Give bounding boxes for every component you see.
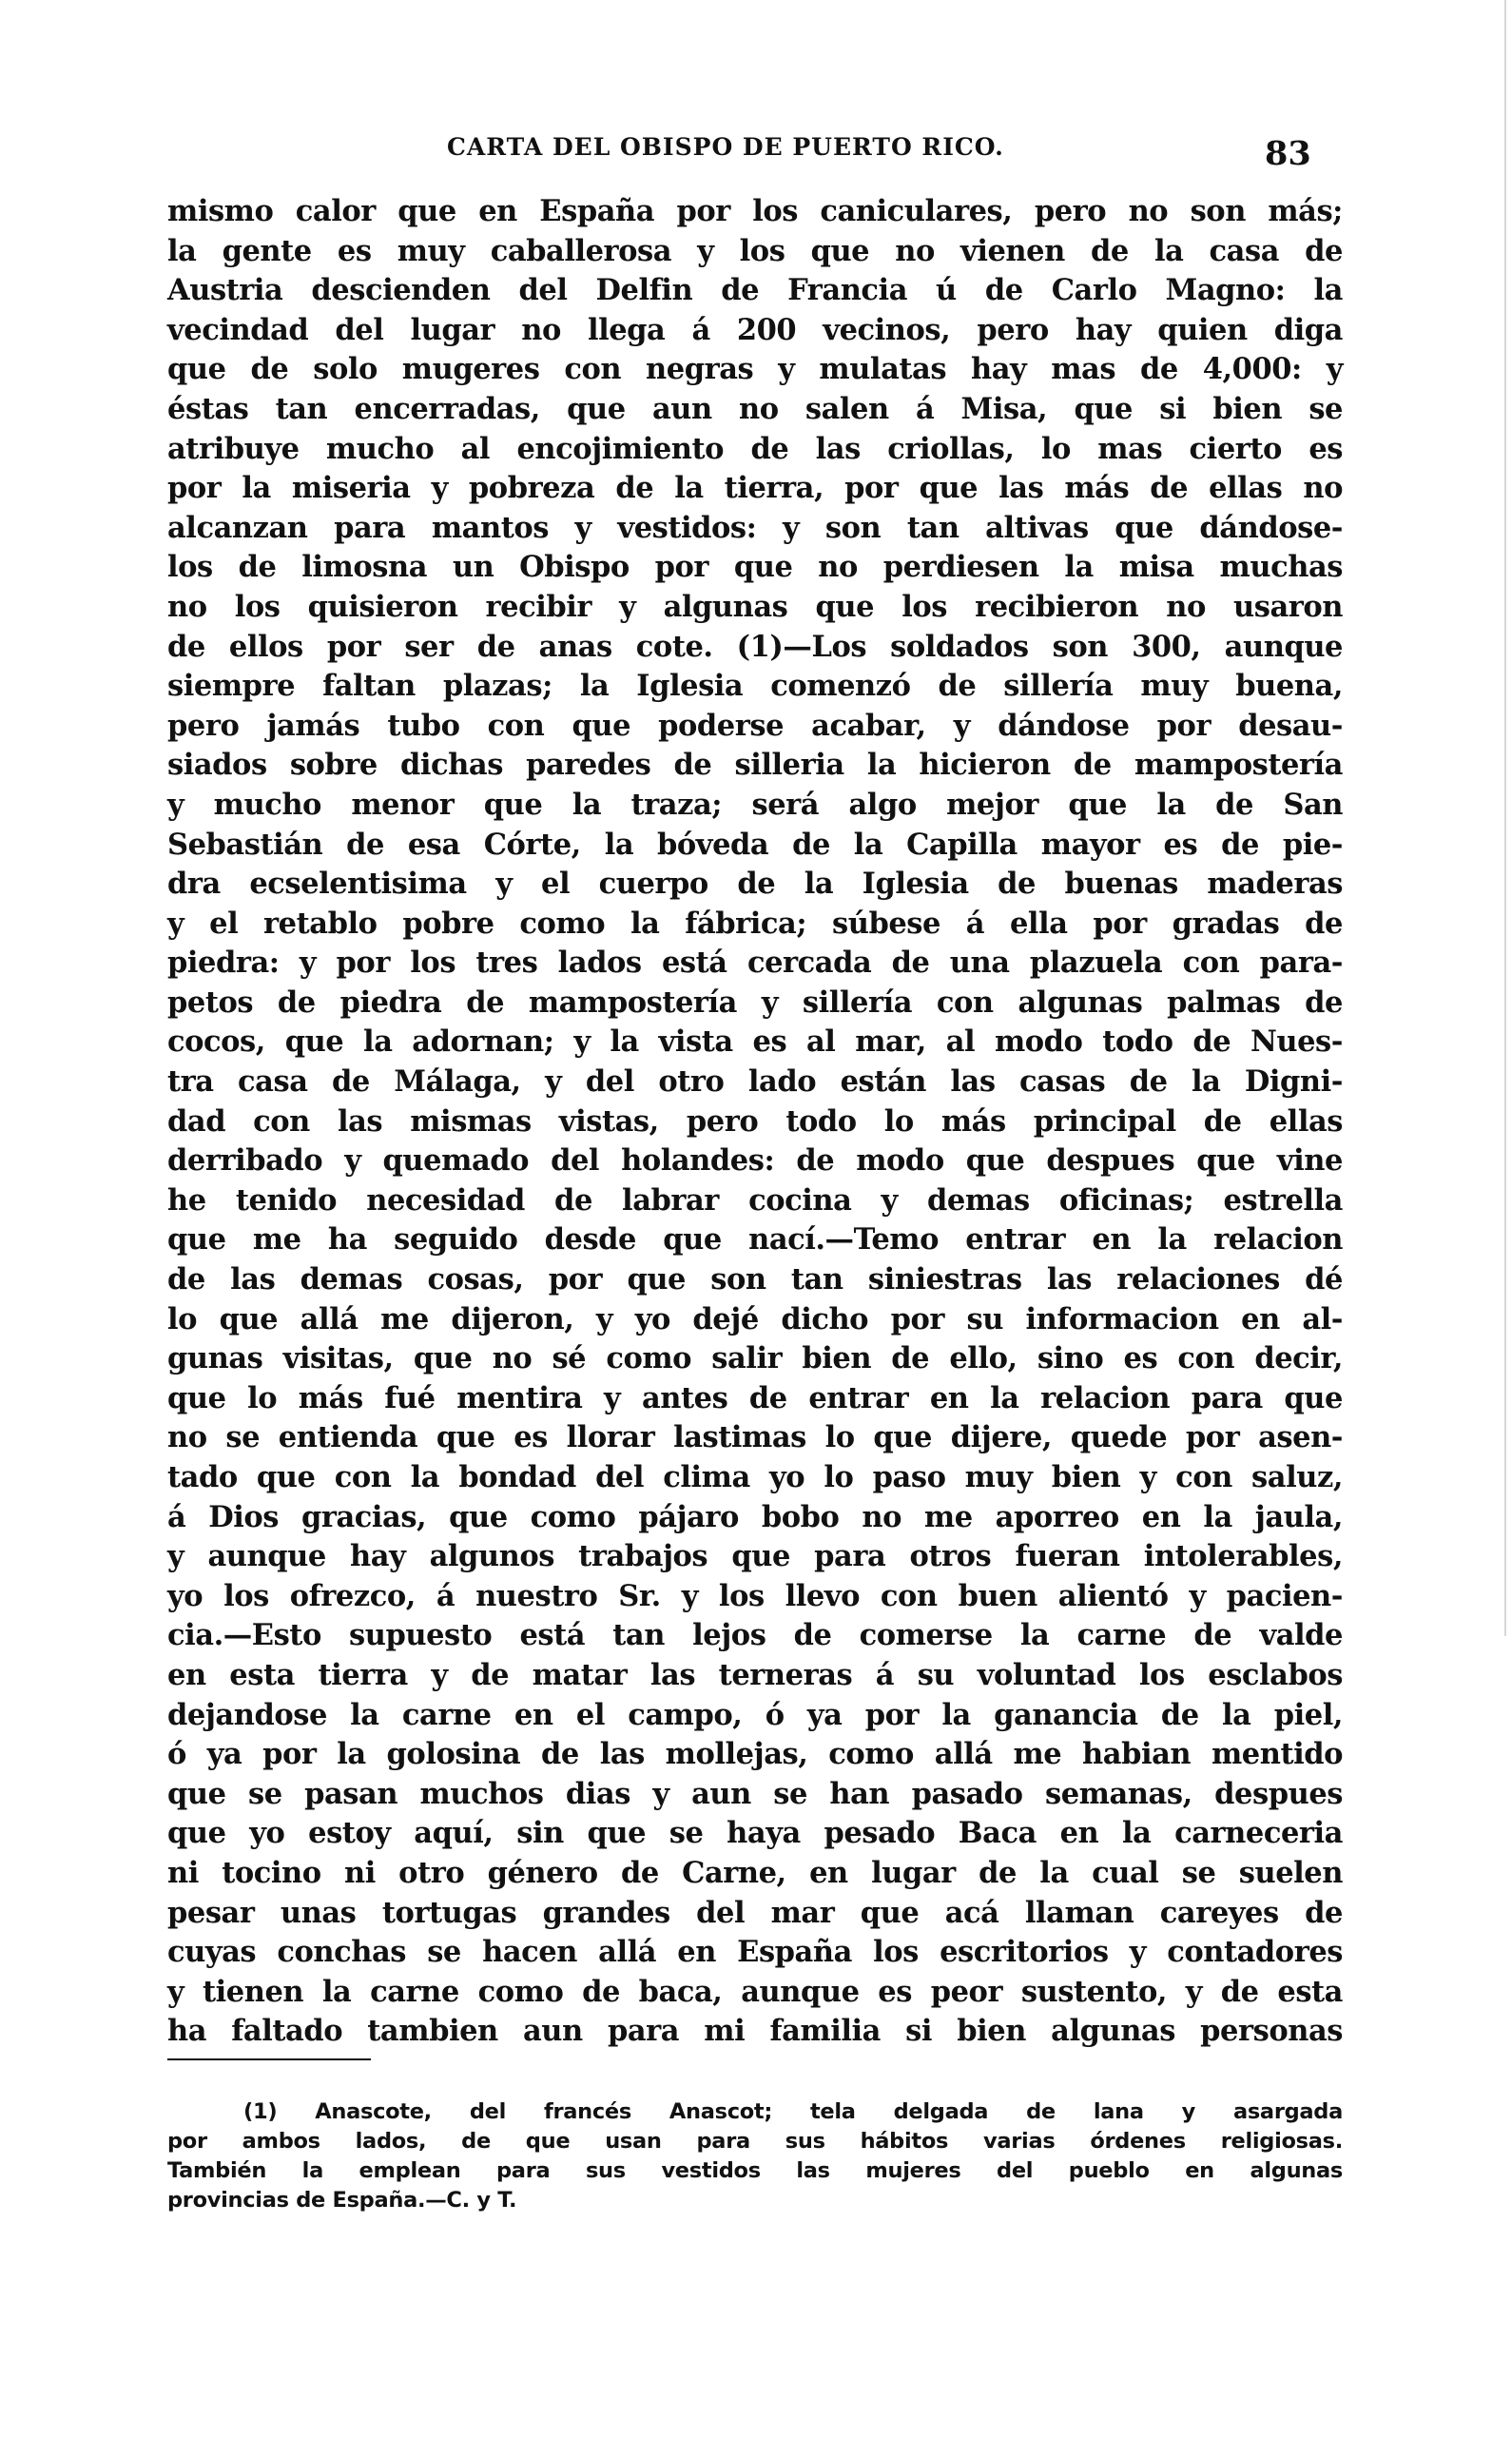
text-line: pesar unas tortugas grandes del mar que acá llaman careyes de bbox=[167, 1895, 1343, 1930]
text-line: cuyas conchas se hacen allá en España los escritorios y contadores bbox=[167, 1935, 1343, 1970]
body-text bbox=[167, 192, 1343, 2052]
text-line: que yo estoy aquí, sin que se haya pesado Baca en la carneceria bbox=[167, 1816, 1343, 1851]
text-line: y mucho menor que la traza; será algo mejor que la de San bbox=[167, 787, 1343, 822]
text-line: piedra: y por los tres lados está cercada de una plazuela con para- bbox=[167, 946, 1343, 981]
text-line: la gente es muy caballerosa y los que no vienen de la casa de bbox=[167, 233, 1343, 268]
text-line: que de solo mugeres con negras y mulatas hay mas de 4,000: y bbox=[167, 352, 1343, 387]
text-line: y el retablo pobre como la fábrica; súbese á ella por gradas de bbox=[167, 906, 1343, 941]
text-line: dejandose la carne en el campo, ó ya por la ganancia de la piel, bbox=[167, 1697, 1343, 1732]
text-line: ó ya por la golosina de las mollejas, como allá me habian mentido bbox=[167, 1737, 1343, 1772]
text-line: por la miseria y pobreza de la tierra, por que las más de ellas no bbox=[167, 471, 1343, 506]
text-line: Sebastián de esa Córte, la bóveda de la Capilla mayor es de pie- bbox=[167, 827, 1343, 862]
text-line: he tenido necesidad de labrar cocina y demas oficinas; estrella bbox=[167, 1182, 1343, 1218]
footnote-separator bbox=[167, 2058, 371, 2060]
page-edge-shadow bbox=[1504, 0, 1506, 1636]
text-line: dad con las mismas vistas, pero todo lo más principal de ellas bbox=[167, 1103, 1343, 1139]
text-line: en esta tierra y de matar las terneras á su voluntad los esclabos bbox=[167, 1657, 1343, 1692]
footnote-line: (1) Anascote, del francés Anascot; tela delgada de lana y asargada bbox=[243, 2099, 1343, 2124]
text-line: á Dios gracias, que como pájaro bobo no me aporreo en la jaula, bbox=[167, 1499, 1343, 1534]
running-head: CARTA DEL OBISPO DE PUERTO RICO. bbox=[447, 133, 1004, 161]
text-line: cocos, que la adornan; y la vista es al mar, al modo todo de Nues- bbox=[167, 1024, 1343, 1060]
text-line: dra ecselentisima y el cuerpo de la Iglesia de buenas maderas bbox=[167, 867, 1343, 902]
text-line: cia.—Esto supuesto está tan lejos de comerse la carne de valde bbox=[167, 1618, 1343, 1653]
text-line: lo que allá me dijeron, y yo dejé dicho por su informacion en al- bbox=[167, 1301, 1343, 1336]
text-line: que lo más fué mentira y antes de entrar en la relacion para que bbox=[167, 1380, 1343, 1415]
text-line: y tienen la carne como de baca, aunque es peor sustento, y de esta bbox=[167, 1974, 1343, 2009]
footnote bbox=[167, 2097, 1343, 2215]
text-line: éstas tan encerradas, que aun no salen á Misa, que si bien se bbox=[167, 391, 1343, 426]
text-line: no los quisieron recibir y algunas que los recibieron no usaron bbox=[167, 589, 1343, 624]
text-line: tra casa de Málaga, y del otro lado están las casas de la Digni- bbox=[167, 1064, 1343, 1100]
text-line: de las demas cosas, por que son tan siniestras las relaciones dé bbox=[167, 1262, 1343, 1297]
text-line: siempre faltan plazas; la Iglesia comenzó de sillería muy buena, bbox=[167, 669, 1343, 704]
footnote-line: También la emplean para sus vestidos las mujeres del pueblo en algunas bbox=[167, 2158, 1343, 2183]
text-line: Austria descienden del Delfin de Francia ú de Carlo Magno: la bbox=[167, 273, 1343, 308]
text-line: vecindad del lugar no llega á 200 vecinos, pero hay quien diga bbox=[167, 312, 1343, 347]
text-line: atribuye mucho al encojimiento de las criollas, lo mas cierto es bbox=[167, 431, 1343, 466]
text-line: tado que con la bondad del clima yo lo paso muy bien y con saluz, bbox=[167, 1460, 1343, 1494]
text-line: ni tocino ni otro género de Carne, en lugar de la cual se suelen bbox=[167, 1855, 1343, 1890]
text-line: que se pasan muchos dias y aun se han pasado semanas, despues bbox=[167, 1776, 1343, 1811]
text-line: ha faltado tambien aun para mi familia si bien algunas personas bbox=[167, 2014, 1343, 2049]
footnote-line: provincias de España.—C. y T. bbox=[167, 2188, 517, 2213]
text-line: no se entienda que es llorar lastimas lo que dijere, quede por asen- bbox=[167, 1420, 1343, 1455]
text-line: alcanzan para mantos y vestidos: y son tan altivas que dándose- bbox=[167, 510, 1343, 545]
page-number: 83 bbox=[1265, 134, 1311, 173]
text-line: los de limosna un Obispo por que no perdiesen la misa muchas bbox=[167, 550, 1343, 585]
footnote-line: por ambos lados, de que usan para sus hábitos varias órdenes religiosas. bbox=[167, 2129, 1343, 2154]
text-line: gunas visitas, que no sé como salir bien de ello, sino es con decir, bbox=[167, 1341, 1343, 1376]
text-line: pero jamás tubo con que poderse acabar, y dándose por desau- bbox=[167, 708, 1343, 743]
text-line: derribado y quemado del holandes: de modo que despues que vine bbox=[167, 1143, 1343, 1179]
text-line: petos de piedra de mampostería y sillería con algunas palmas de bbox=[167, 985, 1343, 1020]
text-line: y aunque hay algunos trabajos que para otros fueran intolerables, bbox=[167, 1539, 1343, 1574]
text-line: yo los ofrezco, á nuestro Sr. y los llevo con buen alientó y pacien- bbox=[167, 1578, 1343, 1613]
text-line: mismo calor que en España por los caniculares, pero no son más; bbox=[167, 194, 1343, 228]
text-line: que me ha seguido desde que nací.—Temo entrar en la relacion bbox=[167, 1222, 1343, 1258]
text-line: de ellos por ser de anas cote. (1)—Los soldados son 300, aunque bbox=[167, 629, 1343, 664]
text-line: siados sobre dichas paredes de silleria la hicieron de mampostería bbox=[167, 748, 1343, 783]
